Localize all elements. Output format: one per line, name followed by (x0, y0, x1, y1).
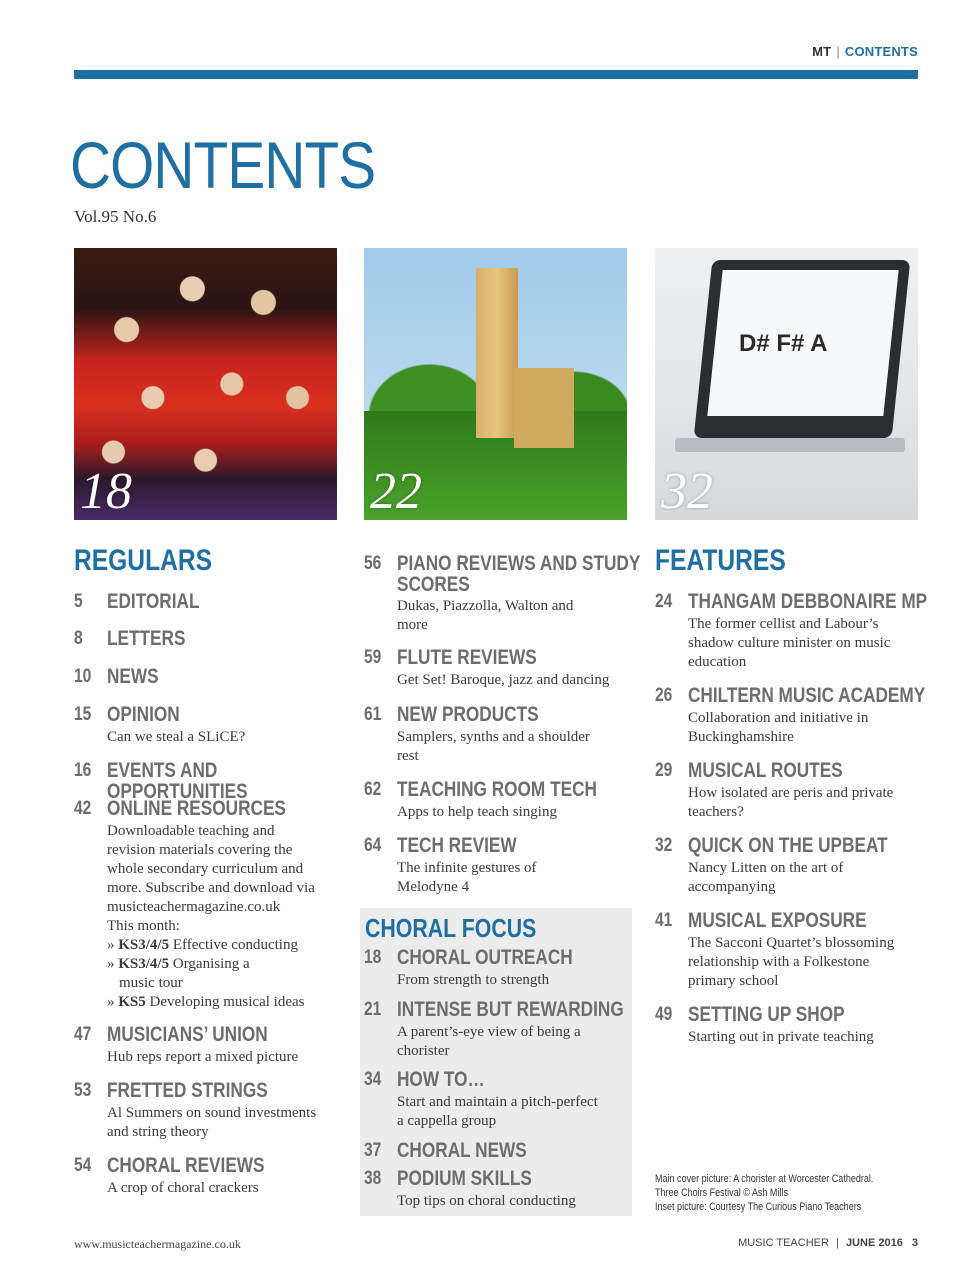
entry-page: 61 (364, 704, 382, 725)
running-header (812, 44, 918, 59)
entry-page: 32 (655, 835, 673, 856)
contents-entry (364, 780, 697, 822)
footer-date: JUNE 2016 (845, 1237, 903, 1249)
entry-title: THANGAM DEBBONAIRE MP (688, 590, 928, 613)
contents-entry (74, 1156, 407, 1198)
choir-photo (74, 248, 337, 520)
bullet-item: » KS3/4/5 Organising a (107, 955, 250, 972)
contents-entry (74, 1025, 407, 1067)
entry-desc: Get Set! Baroque, jazz and dancing (397, 671, 610, 688)
entry-title: INTENSE BUT REWARDING (397, 998, 624, 1021)
contents-entry (74, 705, 407, 747)
entry-page: 49 (655, 1004, 673, 1025)
contents-entry (74, 1081, 407, 1142)
contents-entry (364, 1169, 697, 1211)
contents-entry (655, 592, 973, 672)
entry-desc: Downloadable teaching and revision materials covering the whole secondary curriculum and more. Subscribe and download via musicteachermagazine.co.uk This month: » KS3/4/5 Effective conducting » KS3/4/5 Organising a music tour » KS5 Developing musical ideas (107, 822, 407, 1012)
bullet-item: » KS5 Developing musical ideas (107, 993, 305, 1010)
contents-entry (364, 1000, 697, 1061)
footer-folio (738, 1237, 918, 1249)
entry-title: ONLINE RESOURCES (107, 797, 286, 820)
footer-separator: | (836, 1237, 839, 1249)
contents-entry (364, 1141, 697, 1162)
entry-title: EDITORIAL (107, 590, 200, 613)
entry-page: 34 (364, 1069, 382, 1090)
contents-entry (364, 648, 697, 690)
contents-entry (364, 705, 697, 766)
entry-title: MUSICAL EXPOSURE (688, 909, 867, 932)
entry-title: HOW TO… (397, 1068, 485, 1091)
cathedral-nave (514, 368, 574, 448)
entry-title: TEACHING ROOM TECH (397, 778, 597, 801)
photo-page-number: 32 (661, 463, 713, 520)
entry-page: 53 (74, 1080, 92, 1101)
contents-entry (655, 836, 973, 897)
entry-title: CHORAL NEWS (397, 1139, 527, 1162)
entry-title: CHORAL REVIEWS (107, 1154, 265, 1177)
contents-entry (655, 761, 973, 822)
entry-title: TECH REVIEW (397, 834, 517, 857)
entry-title: CHILTERN MUSIC ACADEMY (688, 684, 926, 707)
entry-title: OPINION (107, 703, 180, 726)
entry-desc: How isolated are peris and private teachers? (688, 784, 894, 820)
section-label: CONTENTS (844, 44, 918, 59)
laptop-base (675, 438, 905, 452)
contents-entry (655, 1005, 973, 1047)
picture-credits: Main cover picture: A chorister at Worcester Cathedral. Three Choirs Festival © Ash Mills Inset picture: Courtesy The Curious Piano Teachers (655, 1173, 874, 1213)
entry-title: SETTING UP SHOP (688, 1003, 845, 1026)
contents-entry (74, 629, 407, 650)
entry-desc: Apps to help teach singing (397, 803, 557, 820)
entry-page: 5 (74, 591, 83, 612)
entry-title: NEW PRODUCTS (397, 703, 539, 726)
entry-page: 37 (364, 1140, 382, 1161)
entry-page: 62 (364, 779, 382, 800)
contents-entry (364, 1070, 697, 1131)
header-rule (74, 70, 918, 79)
entry-page: 24 (655, 591, 673, 612)
contents-entry (364, 554, 697, 635)
contents-entry (364, 948, 697, 990)
contents-entry (74, 667, 407, 688)
issue-number: Vol.95 No.6 (74, 207, 157, 226)
contents-entry (74, 799, 407, 1012)
entry-desc: The infinite gestures of Melodyne 4 (397, 859, 537, 895)
entry-title: FRETTED STRINGS (107, 1079, 268, 1102)
contents-entry (655, 911, 973, 991)
entry-page: 54 (74, 1155, 92, 1176)
footer-page-number: 3 (911, 1237, 918, 1249)
entry-title: LETTERS (107, 627, 186, 650)
photo-page-number: 18 (80, 463, 132, 520)
entry-page: 29 (655, 760, 673, 781)
laptop-photo (655, 248, 918, 520)
entry-page: 21 (364, 999, 382, 1020)
entry-page: 8 (74, 628, 83, 649)
page-title: CONTENTS (70, 128, 376, 202)
bullet-item: » KS3/4/5 Effective conducting (107, 936, 298, 953)
laptop-screen-text: D# F# A (739, 330, 828, 357)
entry-desc: Nancy Litten on the art of accompanying (688, 859, 844, 895)
entry-title: NEWS (107, 665, 159, 688)
entry-title: QUICK ON THE UPBEAT (688, 834, 888, 857)
entry-desc: Hub reps report a mixed picture (107, 1048, 299, 1065)
entry-desc: Top tips on choral conducting (397, 1192, 576, 1209)
magazine-abbrev: MT (812, 44, 832, 59)
entry-title: FLUTE REVIEWS (397, 646, 537, 669)
entry-desc: Samplers, synths and a shoulder rest (397, 728, 590, 764)
entry-desc: Can we steal a SLiCE? (107, 728, 246, 745)
entry-page: 42 (74, 798, 92, 819)
cathedral-tower (476, 268, 518, 438)
entry-page: 56 (364, 553, 382, 574)
entry-title: EVENTS AND OPPORTUNITIES (107, 759, 248, 803)
entry-page: 26 (655, 685, 673, 706)
entry-page: 41 (655, 910, 673, 931)
header-separator: | (836, 44, 840, 59)
entry-page: 64 (364, 835, 382, 856)
entry-desc: The former cellist and Labour’s shadow culture minister on music education (688, 615, 891, 670)
entry-desc: A parent’s-eye view of being a chorister (397, 1023, 581, 1059)
entry-desc: Dukas, Piazzolla, Walton and more (397, 598, 574, 634)
footer-url: www.musicteachermagazine.co.uk (74, 1237, 241, 1251)
features-heading: FEATURES (655, 544, 786, 577)
entry-title: PODIUM SKILLS (397, 1167, 532, 1190)
entry-page: 16 (74, 760, 92, 781)
entry-title: MUSICAL ROUTES (688, 759, 843, 782)
entry-desc: The Sacconi Quartet’s blossoming relationship with a Folkestone primary school (688, 934, 895, 989)
contents-entry (364, 836, 697, 897)
cathedral-photo (364, 248, 627, 520)
entry-page: 15 (74, 704, 92, 725)
entry-page: 38 (364, 1168, 382, 1189)
photo-page-number: 22 (370, 463, 422, 520)
entry-page: 47 (74, 1024, 92, 1045)
entry-desc: Collaboration and initiative in Buckinghamshire (688, 709, 869, 745)
entry-desc: Start and maintain a pitch-perfect a cappella group (397, 1093, 598, 1129)
contents-entry (74, 592, 407, 613)
entry-title: MUSICIANS’ UNION (107, 1023, 268, 1046)
entry-title: CHORAL OUTREACH (397, 946, 573, 969)
regulars-heading: REGULARS (74, 544, 213, 577)
entry-page: 10 (74, 666, 92, 687)
entry-desc: A crop of choral crackers (107, 1179, 259, 1196)
entry-desc: Starting out in private teaching (688, 1028, 874, 1045)
entry-desc: From strength to strength (397, 971, 550, 988)
contents-entry (74, 761, 407, 802)
entry-page: 18 (364, 947, 382, 968)
bullet-item: music tour (119, 974, 183, 991)
contents-entry (655, 686, 973, 747)
choral-focus-heading: CHORAL FOCUS (365, 913, 537, 943)
entry-page: 59 (364, 647, 382, 668)
entry-desc: Al Summers on sound investments and string theory (107, 1104, 317, 1140)
footer-magazine: MUSIC TEACHER (738, 1237, 829, 1249)
entry-title: PIANO REVIEWS AND STUDY SCORES (397, 552, 641, 596)
